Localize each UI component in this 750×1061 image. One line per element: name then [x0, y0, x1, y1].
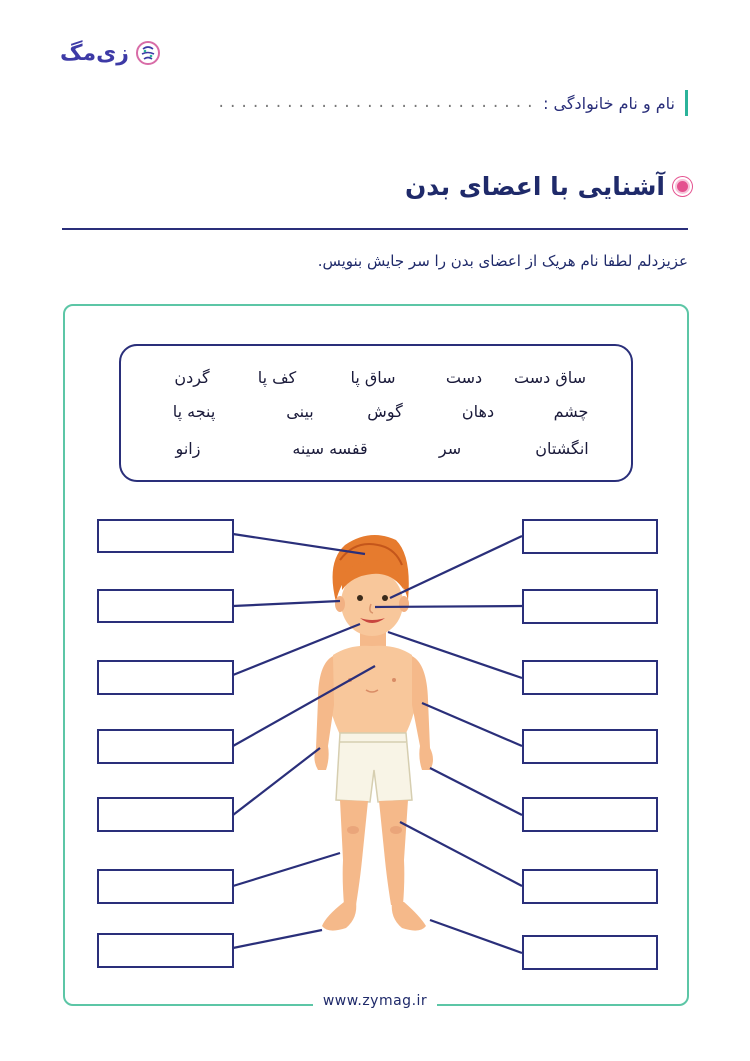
- word-bank-item: قفسه سینه: [292, 439, 368, 458]
- word-bank-item: دست: [445, 368, 483, 387]
- logo-text: زی‌مگ: [60, 40, 129, 66]
- word-bank-item: دهان: [461, 402, 495, 421]
- word-bank-item: بینی: [286, 402, 314, 421]
- boy-torso: [331, 646, 414, 735]
- boy-arm-right: [314, 656, 334, 770]
- boy-foot-right: [322, 902, 356, 931]
- boy-eye-right: [382, 595, 388, 601]
- boy-leg-left: [379, 800, 408, 905]
- boy-shorts: [336, 733, 412, 802]
- boy-ear-right: [399, 596, 409, 612]
- word-bank-item: کف پا: [257, 368, 297, 387]
- boy-leg-right: [340, 800, 368, 905]
- footer-url[interactable]: www.zymag.ir: [313, 993, 437, 1009]
- name-field-label: نام و نام خانوادگی :: [543, 93, 675, 113]
- word-bank-item: انگشتان: [535, 439, 589, 458]
- boy-arm-left: [412, 656, 433, 770]
- word-bank-item: ساق پا: [350, 368, 396, 387]
- boy-foot-left: [392, 902, 426, 931]
- word-bank-item: سر: [438, 439, 462, 458]
- name-field-dotted-line[interactable]: ............................: [217, 95, 538, 111]
- boy-ear-left: [335, 596, 345, 612]
- word-bank-item: پنجه پا: [172, 402, 216, 421]
- instruction-text: عزیزدلم لطفا نام هریک از اعضای بدن را سر جایش بنویس.: [317, 252, 688, 270]
- word-bank-item: ساق دست: [513, 368, 587, 387]
- boy-eye-left: [357, 595, 363, 601]
- word-bank-item: گوش: [367, 402, 403, 421]
- page-title: آشنایی با اعضای بدن: [404, 172, 665, 201]
- word-bank-item: چشم: [553, 402, 589, 421]
- word-bank-item: گردن: [174, 368, 210, 387]
- word-bank-item: زانو: [175, 439, 201, 458]
